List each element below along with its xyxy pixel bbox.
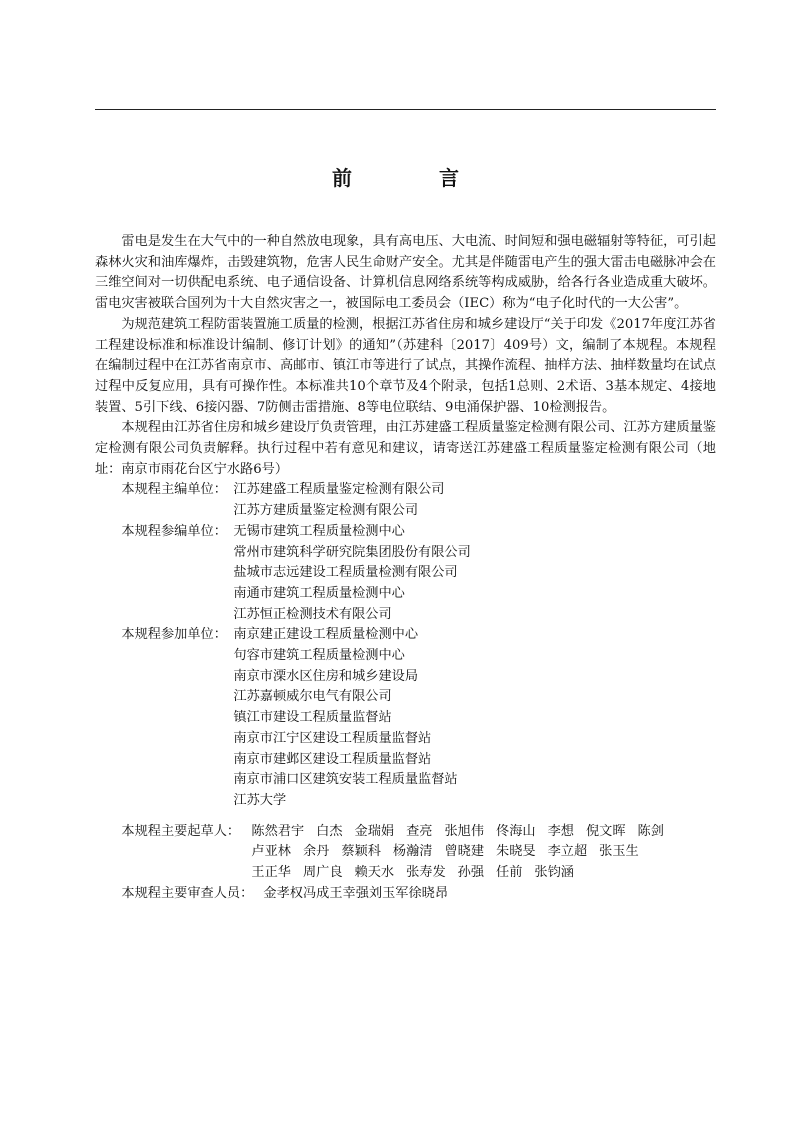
person-name: 张玉生 — [599, 844, 639, 860]
unit-item: 常州市建筑科学研究院集团股份有限公司 — [233, 544, 471, 560]
document-body — [95, 232, 716, 905]
person-name: 李立超 — [547, 844, 588, 860]
unit-item: 南京市溧水区住房和城乡建设局 — [233, 668, 419, 684]
participants-list — [233, 625, 716, 811]
unit-item: 江苏大学 — [233, 792, 287, 808]
person-name: 白杰 — [316, 823, 343, 839]
page-title: 前 言 — [332, 166, 499, 190]
reviewers-section — [95, 884, 716, 905]
unit-item: 无锡市建筑工程质量检测中心 — [233, 523, 405, 539]
person-name: 陈剑 — [637, 823, 664, 839]
unit-item: 句容市建筑工程质量检测中心 — [233, 648, 405, 664]
person-name: 倪文晖 — [585, 823, 626, 839]
unit-item: 江苏恒正检测技术有限公司 — [233, 606, 392, 622]
person-name: 张旭伟 — [444, 823, 485, 839]
chief-editor-list — [233, 480, 716, 521]
unit-item: 盐城市志远建设工程质量检测有限公司 — [233, 565, 458, 581]
person-name: 余丹 — [302, 844, 330, 860]
header-rule — [95, 109, 716, 110]
chief-editor-label: 本规程主编单位： — [121, 482, 227, 498]
person-name: 李想 — [547, 823, 574, 839]
unit-item: 南京市浦口区建筑安装工程质量监督站 — [233, 772, 458, 788]
unit-item: 江苏嘉顿威尔电气有限公司 — [233, 689, 392, 705]
unit-item: 镇江市建设工程质量监督站 — [233, 710, 392, 726]
drafters-names — [251, 822, 716, 884]
unit-item: 南通市建筑工程质量检测中心 — [233, 585, 405, 601]
person-name: 卢亚林 — [251, 844, 291, 860]
chief-editor-section — [95, 480, 716, 521]
person-name: 蔡颖科 — [341, 844, 381, 860]
person-name: 赖天水 — [354, 865, 395, 881]
unit-item: 江苏方建质量鉴定检测有限公司 — [233, 503, 419, 519]
participants-section — [95, 625, 716, 811]
reviewers-line — [263, 884, 448, 905]
reviewers-label: 本规程主要审查人员： — [121, 885, 254, 901]
person-name: 张钧涵 — [534, 865, 574, 881]
person-name: 查亮 — [406, 823, 433, 839]
person-name: 任前 — [496, 865, 523, 881]
unit-item: 南京市江宁区建设工程质量监督站 — [233, 730, 432, 746]
person-name: 周广良 — [302, 865, 343, 881]
person-name: 金瑞娟 — [354, 823, 395, 839]
drafters-line — [251, 842, 716, 863]
person-name: 佟海山 — [496, 823, 536, 839]
paragraph-purpose: 为规范建筑工程防雷装置施工质量的检测，根据江苏省住房和城乡建设厅“关于印发《2017年度江苏省工程建设标准和标准设计编制、修订计划》的通知”（苏建科〔2017〕409号）文，编制了本规程。本规程在编制过程中在江苏省南京市、高邮市、镇江市等进行了试点，其操作流程、抽样方法、抽样数量均在试点过程中反复应用，具有可操作性。本标准共10个章节及4个附录，包括1总则、2术语、3基本规定、4接地装置、5引下线、6接闪器、7防侧击雷措施、8等电位联结、9电涌保护器、10检测报告。 — [95, 316, 716, 415]
person-name: 孙强 — [457, 865, 485, 881]
co-editor-section — [95, 522, 716, 626]
person-name: 金孝权 — [263, 885, 303, 901]
person-name: 刘玉军 — [368, 885, 409, 901]
drafters-label: 本规程主要起草人： — [121, 823, 241, 839]
drafters-line — [251, 822, 716, 843]
person-name: 王正华 — [251, 865, 291, 881]
person-name: 徐晓昂 — [408, 885, 449, 901]
person-name: 朱晓旻 — [496, 844, 536, 860]
unit-item: 南京建正建设工程质量检测中心 — [233, 627, 419, 643]
person-name: 王幸强 — [329, 885, 369, 901]
co-editor-list — [233, 522, 716, 626]
person-name: 冯成 — [302, 885, 330, 901]
person-name: 张寿发 — [406, 865, 446, 881]
person-name: 杨瀚清 — [392, 844, 433, 860]
reviewers-names — [263, 884, 448, 905]
unit-item: 江苏建盛工程质量鉴定检测有限公司 — [233, 482, 445, 498]
person-name: 陈然君宇 — [251, 823, 305, 839]
paragraph-intro: 雷电是发生在大气中的一种自然放电现象，具有高电压、大电流、时间短和强电磁辐射等特征，可引起森林火灾和油库爆炸，击毁建筑物，危害人民生命财产安全。尤其是伴随雷电产生的强大雷击电磁脉冲会在三维空间对一切供配电系统、电子通信设备、计算机信息网络系统等构成威胁，给各行各业造成重大破坏。雷电灾害被联合国列为十大自然灾害之一，被国际电工委员会（IEC）称为“电子化时代的一大公害”。 — [95, 234, 716, 312]
drafters-line — [251, 863, 716, 884]
person-name: 曾晓建 — [444, 844, 485, 860]
participants-label: 本规程参加单位： — [121, 627, 227, 643]
unit-item: 南京市建邺区建设工程质量监督站 — [233, 751, 432, 767]
paragraph-management: 本规程由江苏省住房和城乡建设厅负责管理，由江苏建盛工程质量鉴定检测有限公司、江苏方建质量鉴定检测有限公司负责解释。执行过程中若有意见和建议，请寄送江苏建盛工程质量鉴定检测有限公司（地址：南京市雨花台区宁水路6号） — [95, 420, 716, 477]
co-editor-label: 本规程参编单位： — [121, 523, 227, 539]
drafters-section — [95, 822, 716, 884]
